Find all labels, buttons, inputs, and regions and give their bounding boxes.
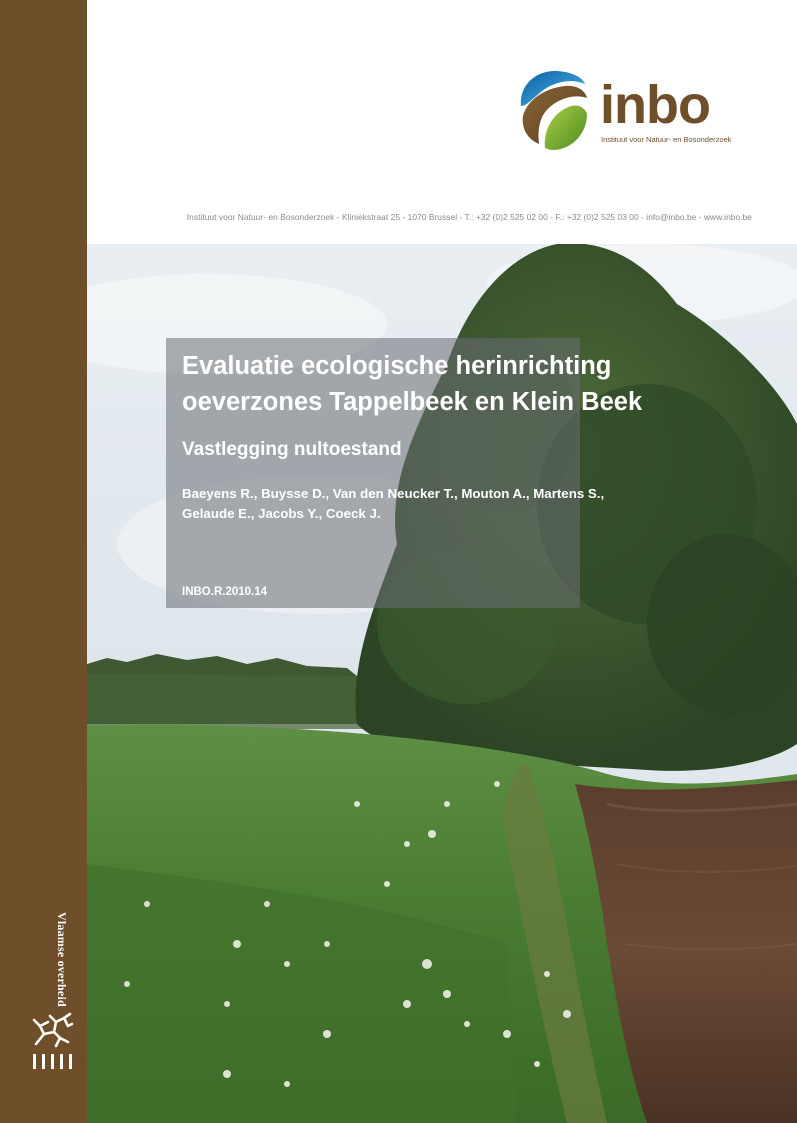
contact-line: Instituut voor Natuur- en Bosonderzoek - Kliniekstraat 25 - 1070 Brussel - T.: +32 (0)2 525 02 00 - F.: +32 (0)2 525 03 00 - info@inbo.be - www.inbo.be <box>186 212 752 222</box>
bar <box>33 1054 36 1069</box>
report-title-line-2: oeverzones Tappelbeek en Klein Beek <box>182 388 643 416</box>
inbo-logo-icon <box>517 68 589 150</box>
government-label: Vlaamse overheid <box>55 912 69 1007</box>
logo-wordmark: inbo <box>600 75 710 135</box>
flemish-lion-icon <box>30 1010 74 1050</box>
bar <box>60 1054 63 1069</box>
government-bars <box>33 1054 72 1069</box>
report-subtitle: Vastlegging nultoestand <box>182 439 402 460</box>
bar <box>69 1054 72 1069</box>
bar <box>42 1054 45 1069</box>
authors-line-2: Gelaude E., Jacobs Y., Coeck J. <box>182 506 381 521</box>
bar <box>51 1054 54 1069</box>
brown-sidebar <box>0 0 87 1123</box>
logo-tagline: Instituut voor Natuur- en Bosonderzoek <box>601 135 732 144</box>
report-id: INBO.R.2010.14 <box>182 586 268 598</box>
authors-line-1: Baeyens R., Buysse D., Van den Neucker T., Mouton A., Martens S., <box>182 486 605 501</box>
report-title-line-1: Evaluatie ecologische herinrichting <box>182 352 612 380</box>
